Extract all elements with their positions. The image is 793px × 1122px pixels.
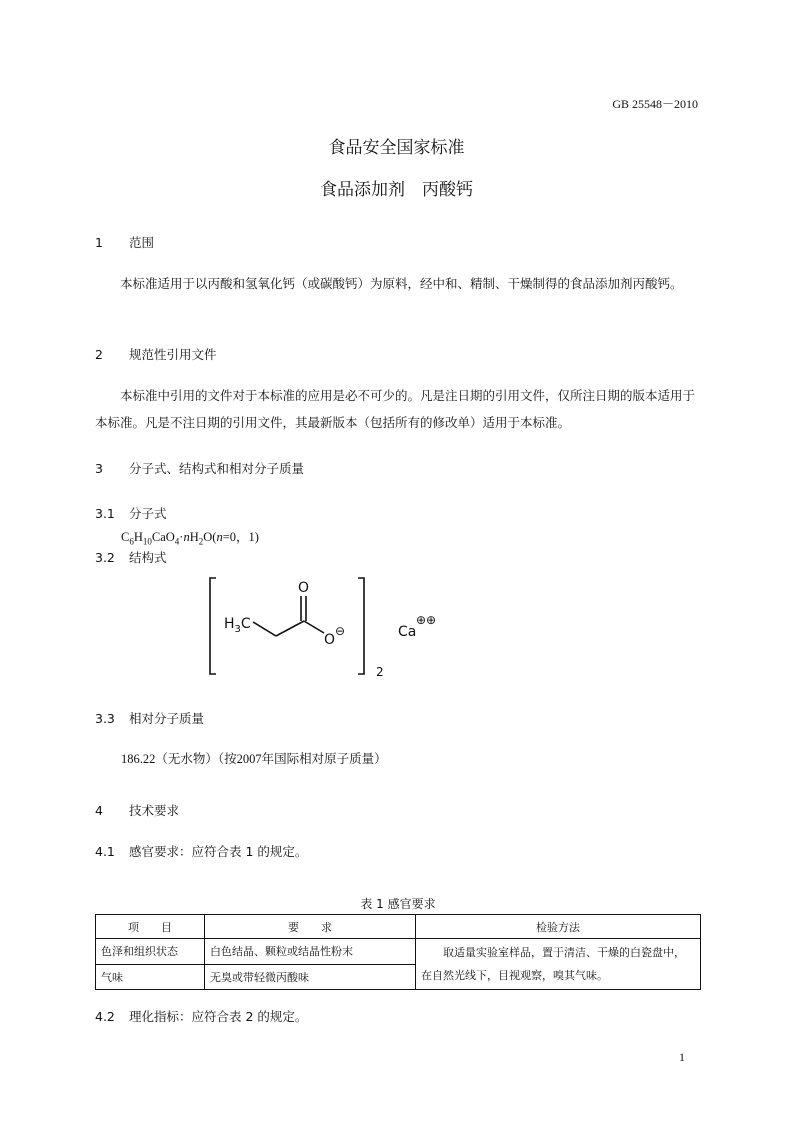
section-title: 分子式、结构式和相对分子质量 [129, 461, 305, 476]
section-4-heading [95, 801, 179, 819]
section-title: 相对分子质量 [129, 711, 205, 726]
molecular-formula: $C_6H_{10}CaO_4\cdot nH_2O(n=0$，1) [121, 530, 259, 547]
positive-charges: ⊕⊕ [416, 613, 437, 627]
section-number: 2 [95, 347, 103, 362]
page-number: 1 [679, 1050, 685, 1064]
section-2-heading [95, 345, 217, 363]
section-number: 3.3 [95, 711, 115, 726]
page-title: 食品安全国家标准 [328, 138, 465, 158]
section-title: 技术要求 [129, 803, 180, 818]
section-4-1-heading [95, 842, 307, 860]
page-subtitle: 食品添加剂 丙酸钙 [320, 180, 473, 200]
calcium-ion: Ca [398, 624, 417, 640]
carbonyl-oxygen: O [298, 580, 310, 596]
section-number: 3.1 [95, 506, 115, 521]
section-1-heading [95, 233, 154, 251]
table-row [96, 939, 701, 965]
molecular-mass-value: 186.22（无水物）（按2007年国际相对原子质量） [121, 752, 387, 766]
section-3-1-heading [95, 504, 167, 522]
header-cell-method: 检验方法 [416, 915, 701, 939]
structural-formula [200, 570, 460, 685]
table-cell: 无臭或带轻微丙酸味 [205, 964, 416, 990]
left-bracket [210, 578, 216, 674]
header-cell-requirement: 要 求 [205, 915, 416, 939]
section-title: 理化指标：应符合表 2 的规定。 [129, 1009, 308, 1024]
section-title: 结构式 [129, 550, 167, 565]
section-3-2-heading [95, 548, 167, 566]
section-4-2-heading [95, 1007, 307, 1025]
table-header-row [96, 915, 701, 939]
section-title: 规范性引用文件 [129, 347, 217, 362]
bond-ch2 [253, 622, 276, 636]
bond-co [304, 621, 324, 633]
section-title: 分子式 [129, 506, 167, 521]
section-title: 感官要求：应符合表 1 的规定。 [129, 844, 308, 859]
bracket-subscript: 2 [376, 665, 384, 679]
section-3-3-heading [95, 709, 204, 727]
table-cell: 白色结晶、颗粒或结晶性粉末 [205, 939, 416, 965]
section-number: 4 [95, 803, 103, 818]
section-1-body: 本标准适用于以丙酸和氢氧化钙（或碳酸钙）为原料，经中和、精制、干燥制得的食品添加剂丙酸钙。 [120, 276, 683, 291]
bond-cc [276, 621, 304, 636]
standard-number: GB 25548－2010 [612, 97, 698, 111]
section-title: 范围 [129, 235, 155, 250]
section-number: 3 [95, 461, 103, 476]
right-bracket [358, 578, 364, 674]
section-number: 3.2 [95, 550, 115, 565]
section-number: 4.1 [95, 844, 115, 859]
negative-charge: ⊖ [335, 624, 346, 638]
section-number: 1 [95, 235, 103, 250]
table-1-caption: 表 1 感官要求 [360, 897, 436, 911]
sensory-requirements-table [95, 914, 701, 990]
section-2-body: 本标准中引用的文件对于本标准的应用是必不可少的。凡是注日期的引用文件，仅所注日期的版本适用于本标准。凡是不注日期的引用文件，其最新版本（包括所有的修改单）适用于本标准。 [95, 388, 696, 430]
section-3-heading [95, 459, 304, 477]
section-number: 4.2 [95, 1009, 115, 1024]
methyl-group: $H_3C$ [224, 616, 251, 635]
header-cell-item: 项 目 [96, 915, 205, 939]
table-cell: 气味 [96, 964, 205, 990]
method-cell: 取适量实验室样品，置于清洁、干燥的白瓷盘中，在自然光线下，目视观察，嗅其气味。 [416, 939, 701, 990]
oxide-oxygen: O [324, 632, 336, 648]
table-cell: 色泽和组织状态 [96, 939, 205, 965]
